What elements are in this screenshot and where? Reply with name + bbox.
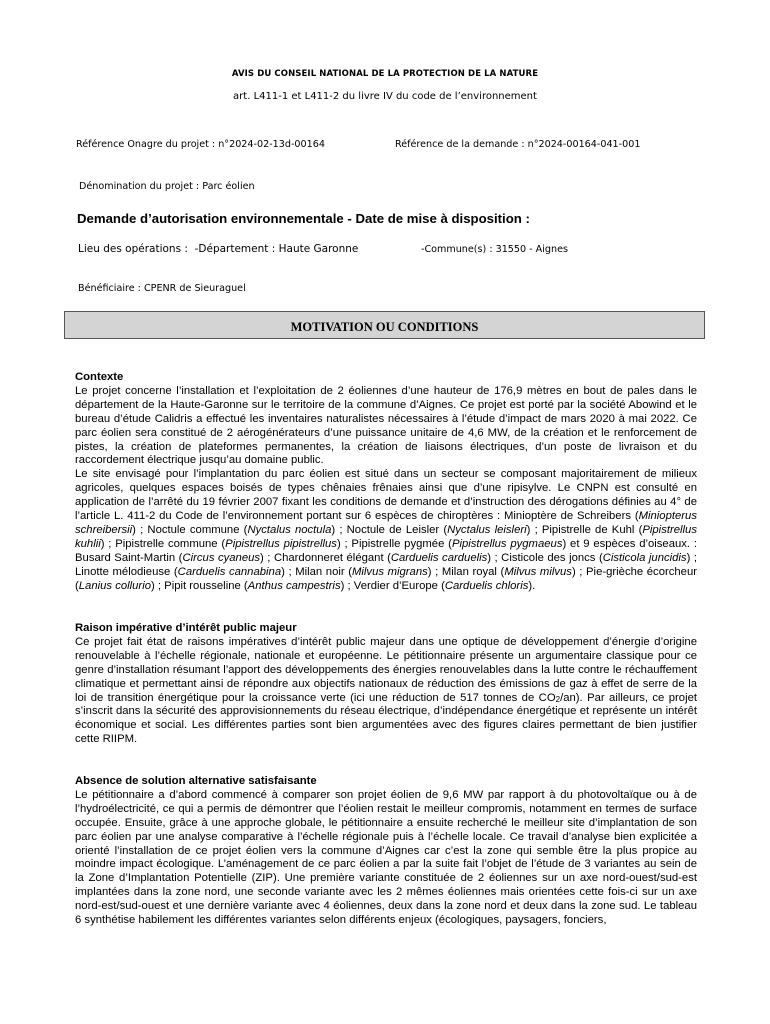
demande-title: Demande d’autorisation environnementale - Date de mise à disposition : bbox=[77, 211, 530, 226]
section-absence-alternative bbox=[75, 775, 697, 928]
document-subtitle: art. L411-1 et L411-2 du livre IV du code de l’environnement bbox=[233, 91, 537, 102]
raison-paragraph: Ce projet fait état de raisons impératives d’intérêt public majeur dans une optique de développement d’énergie d’origine renouvelable à l’échelle régionale, nationale et européenne. Le pétitionnaire présente un argumentaire classique pour ce genre d’installation résumant l’apport des développements des énergies renouvelables dans la lutte contre le réchauffement climatique et permettant ainsi de répondre aux objectifs nationaux de réduction des émissions de gaz à effet de serre de la loi de transition énergétique pour la croissance verte (ici une réduction de 517 tonnes de $CO_2/an$). Par ailleurs, ce projet s’inscrit dans la sécurité des approvisionnements du réseau électrique, d’indépendance énergétique et représente un intérêt économique et social. Les différentes parties sont bien argumentées avec des figures claires permettant de bien justifier cette RIIPM. bbox=[75, 635, 697, 746]
lieu-commune: -Commune(s) : 31550 - Aignes bbox=[421, 244, 568, 255]
section-raison-imperative bbox=[75, 622, 697, 747]
beneficiaire: Bénéficiaire : CPENR de Sieuraguel bbox=[78, 283, 246, 294]
lieu-operations bbox=[78, 243, 358, 255]
section-heading: Contexte bbox=[75, 371, 124, 383]
motivation-title: MOTIVATION OU CONDITIONS bbox=[290, 320, 479, 334]
absence-paragraph: Le pétitionnaire a d’abord commencé à comparer son projet éolien de 9,6 MW par rapport à du photovoltaïque ou à de l’hydroélectricité, ce qui a permis de démontrer que l’éolien restait le meilleur compromis, notamment en termes de surface occupée. Ensuite, grâce à une approche globale, le pétitionnaire a ensuite recherché le meilleur site d’implantation de son parc éolien par une analyse comparative à l’échelle régionale puis à l’échelle locale. Ce travail d’analyse bien explicitée a orienté l’installation de ce projet éolien vers la commune d’Aignes car c’est la zone qui semble être la plus propice au moindre impact écologique. L’aménagement de ce parc éolien a par la suite fait l’objet de l’étude de 3 variantes au sein de la Zone d’Implantation Potentielle (ZIP). Une première variante constituée de 2 éoliennes sur un axe nord-ouest/sud-est implantées dans la zone nord, une seconde variante avec les 2 mêmes éoliennes mais orientées cette fois-ci sur un axe nord-est/sud-ouest et une dernière variante avec 4 éoliennes, deux dans la zone nord et deux dans la zone sud. Le tableau 6 synthétise habilement les différentes variantes selon différents enjeux (écologiques, paysagers, fonciers, bbox=[75, 788, 697, 927]
onagre-reference: Référence Onagre du projet : n°2024-02-13d-00164 bbox=[76, 139, 325, 150]
lieu-departement: -Département : Haute Garonne bbox=[194, 243, 359, 255]
project-denomination: Dénomination du projet : Parc éolien bbox=[79, 181, 255, 192]
demande-reference: Référence de la demande : n°2024-00164-041-001 bbox=[395, 139, 641, 150]
contexte-paragraph-1: Le projet concerne l’installation et l’exploitation de 2 éoliennes d’une hauteur de 176,9 mètres en bout de pales dans le département de la Haute-Garonne sur le territoire de la commune d’Aignes. Ce projet est porté par la société Abowind et le bureau d’étude Calidris a effectué les inventaires naturalistes nécessaires à l’étude d’impact de mars 2020 à mai 2022. Ce parc éolien sera constitué de 2 aérogénérateurs d’une puissance unitaire de 4,6 MW, de la création et le renforcement de pistes, la création de plateformes permanentes, la création de liaisons électriques, d’un poste de livraison et du raccordement électrique jusqu’au domaine public. bbox=[75, 384, 697, 467]
motivation-banner bbox=[64, 311, 705, 339]
section-heading: Absence de solution alternative satisfaisante bbox=[75, 775, 317, 787]
document-title: AVIS DU CONSEIL NATIONAL DE LA PROTECTION DE LA NATURE bbox=[231, 69, 539, 79]
lieu-label: Lieu des opérations : bbox=[78, 243, 188, 255]
contexte-paragraph-2: Le site envisagé pour l’implantation du parc éolien est situé dans un secteur se composant majoritairement de milieux agricoles, quelques espaces boisés de types chênaies frênaies ainsi que d’une ripisylve. Le CNPN est consulté en application de l’arrêté du 19 février 2007 fixant les conditions de demande et d’instruction des dérogations définies au 4° de l’article L. 411-2 du Code de l’environnement portant sur 6 espèces de chiroptères : Minioptère de Schreibers (Miniopterus schreibersii) ; Noctule commune (Nyctalus noctula) ; Noctule de Leisler (Nyctalus leisleri) ; Pipistrelle de Kuhl (Pipistrellus kuhlii) ; Pipistrelle commune (Pipistrellus pipistrellus) ; Pipistrelle pygmée (Pipistrellus pygmaeus) et 9 espèces d’oiseaux. : Busard Saint-Martin (Circus cyaneus) ; Chardonneret élégant (Carduelis carduelis) ; Cisticole des joncs (Cisticola juncidis) ; Linotte mélodieuse (Carduelis cannabina) ; Milan noir (Milvus migrans) ; Milan royal (Milvus milvus) ; Pie-grièche écorcheur (Lanius collurio) ; Pipit rousseline (Anthus campestris) ; Verdier d’Europe (Carduelis chloris). bbox=[75, 468, 697, 592]
section-heading: Raison impérative d’intérêt public majeur bbox=[75, 622, 297, 634]
section-contexte bbox=[75, 371, 697, 594]
